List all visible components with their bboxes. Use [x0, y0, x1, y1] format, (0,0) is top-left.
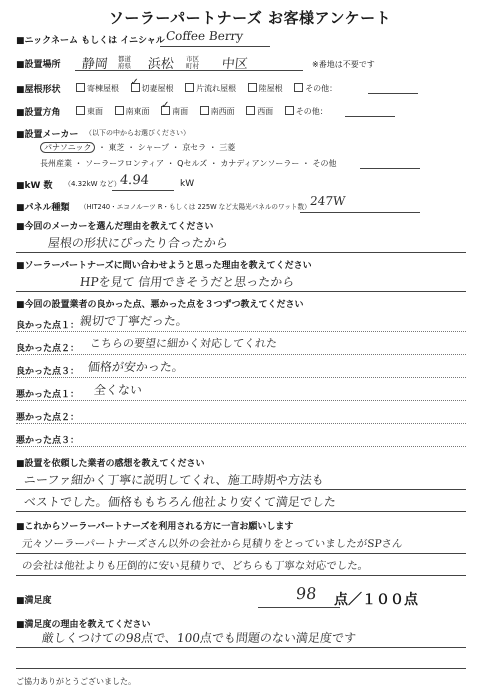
maker-note: （以下の中からお選びください） [85, 129, 190, 137]
roof-options: 寄棟屋根 ✓ 切妻屋根 片流れ屋根 陸屋根 その他： [76, 83, 346, 94]
location-underline [75, 70, 303, 71]
location-note: ※番地は不要です [312, 60, 375, 69]
direction-checkbox-2[interactable] [161, 106, 170, 115]
panel-underline [300, 212, 420, 213]
good-point-3-line [16, 377, 466, 378]
good-point-2-label: 良かった点２： [16, 344, 80, 354]
direction-checkbox-0[interactable] [76, 106, 85, 115]
satisfaction-value[interactable]: 98 [295, 584, 318, 603]
bad-point-2-label: 悪かった点２： [16, 413, 80, 423]
good-point-1-line [16, 331, 466, 332]
maker-option-choshu[interactable]: 長州産業 [40, 159, 72, 168]
maker-row-1: パナソニック ・ 東芝 ・ シャープ ・ 京セラ ・ 三菱 [40, 142, 235, 153]
direction-checkbox-4[interactable] [246, 106, 255, 115]
maker-option-solar-frontier[interactable]: ソーラーフロンティア [85, 159, 165, 168]
bad-point-3-label: 悪かった点３： [16, 436, 80, 446]
maker-option-panasonic[interactable]: パナソニック [40, 142, 95, 153]
direction-checkbox-3[interactable] [200, 106, 209, 115]
maker-option-mitsubishi[interactable]: 三菱 [219, 143, 236, 152]
maker-reason-label: ■今回のメーカーを選んだ理由を教えてください [16, 222, 214, 232]
roof-label: ■屋根形状 [16, 85, 61, 95]
satisfaction-reason-underline-2 [16, 668, 466, 669]
satisfaction-underline [258, 607, 340, 608]
roof-checkbox-4[interactable] [294, 83, 303, 92]
good-point-2-answer[interactable]: こちらの要望に細かく対応してくれた [89, 337, 278, 350]
prefecture-suffix: 都道府県 [118, 55, 131, 70]
usage-line-2[interactable]: の会社は他社よりも圧倒的に安い見積りで、どちらも丁寧な対応でした。 [21, 560, 369, 572]
good-point-2-line [16, 354, 466, 355]
bad-point-1-line [16, 400, 466, 401]
satisfaction-reason-answer[interactable]: 厳しくつけての98点で、100点でも問題のない満足度です [41, 631, 357, 645]
location-label: ■設置場所 [16, 60, 61, 70]
usage-underline-2 [16, 575, 466, 576]
maker-other-underline [360, 168, 420, 169]
impression-line-1[interactable]: ニーファ細かく丁寧に説明してくれ、施工時期や方法も [23, 473, 325, 487]
direction-checkbox-5[interactable] [285, 106, 294, 115]
contact-reason-underline [16, 291, 466, 292]
maker-option-kyocera[interactable]: 京セラ [182, 143, 207, 152]
usage-underline-1 [16, 553, 466, 554]
satisfaction-suffix: 点／１００点 [334, 592, 418, 608]
kw-note: （4.32kW など） [64, 180, 121, 188]
survey-title: ソーラーパートナーズ お客様アンケート [108, 9, 392, 27]
roof-checkbox-3[interactable] [248, 83, 257, 92]
satisfaction-label: ■満足度 [16, 596, 52, 606]
usage-label: ■これからソーラーパートナーズを利用される方に一言お願いします [16, 522, 294, 532]
maker-option-toshiba[interactable]: 東芝 [108, 143, 125, 152]
satisfaction-reason-label: ■満足度の理由を教えてください [16, 620, 151, 630]
impression-underline-1 [16, 489, 466, 490]
prefecture-value[interactable]: 静岡 [81, 57, 109, 72]
good-point-3-answer[interactable]: 価格が安かった。 [87, 360, 185, 374]
roof-checkbox-2[interactable] [185, 83, 194, 92]
bad-point-1-answer[interactable]: 全くない [93, 383, 143, 397]
maker-reason-answer[interactable]: 屋根の形状にぴったり合ったから [47, 236, 229, 250]
impression-label: ■設置を依頼した業者の感想を教えてください [16, 459, 205, 469]
contact-reason-answer[interactable]: HPを見て 信用できそうだと思ったから [79, 275, 296, 289]
good-point-3-label: 良かった点３： [16, 367, 80, 377]
bad-point-2-line [16, 423, 466, 424]
footer-thanks: ご協力ありがとうございました。 [16, 677, 136, 686]
panel-note: （HIT240・エコノルーツ R・もしくは 225W など太陽光パネルのワット数） [80, 203, 311, 211]
bad-point-3-line [16, 446, 466, 447]
city-suffix: 市区町村 [186, 55, 199, 70]
roof-checkbox-1[interactable] [131, 83, 140, 92]
maker-row-2: 長州産業 ・ ソーラーフロンティア ・ Qセルズ ・ カナディアンソーラー ・ その他 [40, 159, 337, 168]
roof-other-underline [368, 93, 418, 94]
direction-options: 東面 南東面 ✓ 南面 南西面 西面 その他： [76, 106, 337, 117]
good-bad-label: ■今回の設置業者の良かった点、悪かった点を３つずつ教えてください [16, 300, 304, 310]
maker-option-sharp[interactable]: シャープ [137, 143, 170, 152]
good-point-1-label: 良かった点１： [16, 321, 80, 331]
panel-label: ■パネル種類 [16, 203, 70, 213]
impression-underline-2 [16, 511, 466, 512]
city-value[interactable]: 浜松 [147, 57, 175, 72]
maker-option-canadian-solar[interactable]: カナディアンソーラー [220, 159, 300, 168]
maker-reason-underline [16, 252, 466, 253]
kw-underline [112, 190, 174, 191]
contact-reason-label: ■ソーラーパートナーズに問い合わせようと思った理由を教えてください [16, 261, 312, 271]
usage-line-1[interactable]: 元々ソーラーパートナーズさん以外の会社から見積りをとっていましたがSPさん [21, 538, 404, 550]
kw-unit: kW [180, 179, 195, 189]
nickname-underline [160, 46, 270, 47]
direction-other-underline [345, 116, 395, 117]
maker-label: ■設置メーカー [16, 130, 79, 140]
bad-point-1-label: 悪かった点１： [16, 390, 80, 400]
nickname-value[interactable]: Coffee Berry [165, 29, 244, 43]
good-point-1-answer[interactable]: 親切で丁寧だった。 [79, 314, 189, 328]
kw-label: ■kW 数 [16, 181, 53, 191]
roof-checkbox-0[interactable] [76, 83, 85, 92]
direction-label: ■設置方角 [16, 108, 61, 118]
maker-option-q-cells[interactable]: Qセルズ [177, 159, 208, 168]
ward-value[interactable]: 中区 [221, 57, 249, 72]
satisfaction-reason-underline-1 [16, 647, 466, 648]
direction-checkbox-1[interactable] [115, 106, 124, 115]
impression-line-2[interactable]: ベストでした。価格ももちろん他社より安くて満足でした [23, 495, 337, 509]
nickname-label: ■ニックネーム もしくは イニシャル [16, 36, 165, 46]
panel-value[interactable]: 247W [309, 194, 346, 208]
maker-option-other[interactable]: その他 [312, 159, 337, 168]
kw-value[interactable]: 4.94 [119, 173, 150, 188]
